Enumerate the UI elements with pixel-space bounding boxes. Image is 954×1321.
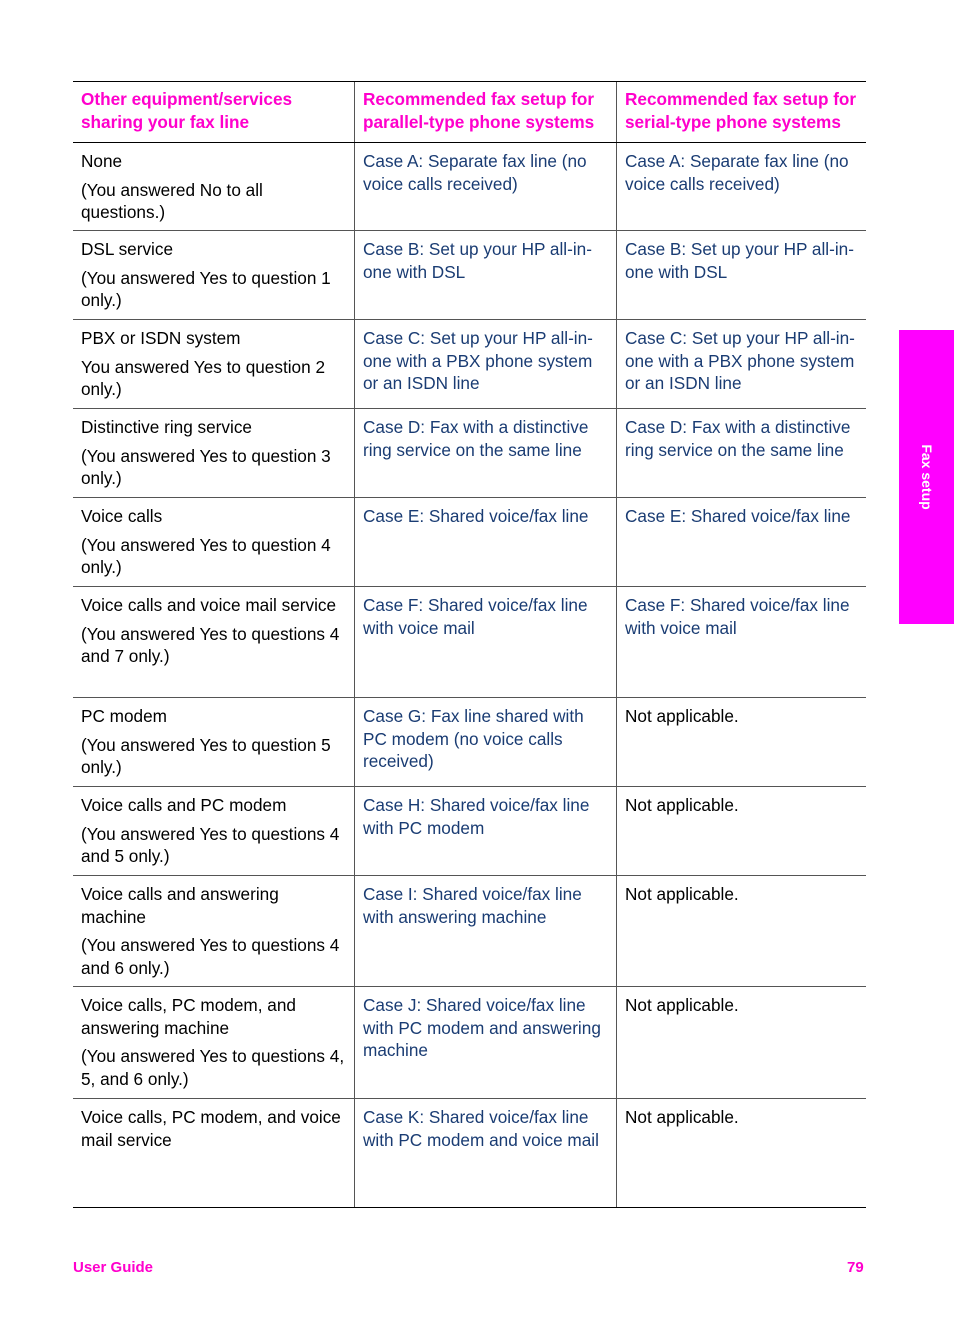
serial-setup-link[interactable]: Case A: Separate fax line (no voice calls received): [625, 151, 849, 194]
answer-note: (You answered Yes to questions 4 and 6 only.): [81, 935, 340, 978]
equipment-cell: [73, 231, 355, 319]
parallel-setup-link[interactable]: Case D: Fax with a distinctive ring service on the same line: [355, 409, 617, 497]
parallel-setup-link[interactable]: Case C: Set up your HP all-in-one with a PBX phone system or an ISDN line: [355, 320, 617, 408]
table-header-row: [73, 82, 866, 143]
equipment-name: Voice calls, PC modem, and voice mail service: [81, 1107, 341, 1150]
side-tab-label: Fax setup: [918, 444, 935, 510]
equipment-name: Voice calls and voice mail service: [81, 595, 337, 615]
table-row: [73, 1098, 866, 1207]
table-row: [73, 586, 866, 697]
footer-guide-title: User Guide: [73, 1259, 154, 1276]
answer-note: (You answered Yes to question 1 only.): [81, 267, 331, 310]
parallel-setup-link[interactable]: Case A: Separate fax line (no voice calls received): [355, 143, 617, 230]
equipment-cell: [73, 320, 355, 408]
table-row: [73, 875, 866, 986]
serial-setup-text: Not applicable.: [625, 706, 739, 726]
serial-setup-link[interactable]: Case C: Set up your HP all-in-one with a PBX phone system or an ISDN line: [625, 328, 855, 393]
serial-setup-text: Not applicable.: [625, 995, 739, 1015]
answer-note: (You answered Yes to questions 4, 5, and 6 only.): [81, 1046, 345, 1089]
equipment-name: Voice calls, PC modem, and answering machine: [81, 995, 296, 1038]
table-row: [73, 986, 866, 1098]
answer-note: (You answered Yes to question 5 only.): [81, 734, 331, 777]
serial-setup-link[interactable]: Case B: Set up your HP all-in-one with DSL: [625, 239, 854, 282]
page-number: 79: [847, 1259, 864, 1276]
header-equipment: Other equipment/services sharing your fax line: [73, 82, 355, 142]
serial-setup-text: Not applicable.: [625, 1107, 739, 1127]
header-parallel: Recommended fax setup for parallel-type phone systems: [355, 82, 617, 142]
answer-note: (You answered Yes to questions 4 and 5 only.): [81, 823, 340, 866]
answer-note: (You answered Yes to question 4 only.): [81, 534, 331, 577]
equipment-cell: [73, 987, 355, 1098]
serial-setup-text: Not applicable.: [625, 795, 739, 815]
parallel-setup-link[interactable]: Case K: Shared voice/fax line with PC modem and voice mail: [355, 1099, 617, 1207]
header-serial: Recommended fax setup for serial-type phone systems: [625, 89, 857, 132]
equipment-name: Distinctive ring service: [81, 417, 252, 437]
table-row: [73, 408, 866, 497]
equipment-name: Voice calls and answering machine: [81, 884, 279, 927]
parallel-setup-link[interactable]: Case H: Shared voice/fax line with PC modem: [355, 787, 617, 875]
chapter-side-tab: [899, 330, 954, 624]
table-row: [73, 319, 866, 408]
equipment-name: Voice calls and PC modem: [81, 795, 287, 815]
equipment-cell: [73, 1099, 355, 1207]
equipment-cell: [73, 409, 355, 497]
equipment-name: PC modem: [81, 706, 167, 726]
parallel-setup-link[interactable]: Case J: Shared voice/fax line with PC modem and answering machine: [355, 987, 617, 1098]
answer-note: (You answered Yes to questions 4 and 7 only.): [81, 623, 340, 666]
equipment-name: None: [81, 151, 123, 171]
equipment-name: PBX or ISDN system: [81, 328, 241, 348]
fax-setup-table: [73, 81, 866, 1208]
table-row: [73, 497, 866, 586]
table-row: [73, 230, 866, 319]
parallel-setup-link[interactable]: Case B: Set up your HP all-in-one with DSL: [355, 231, 617, 319]
parallel-setup-link[interactable]: Case G: Fax line shared with PC modem (no voice calls received): [355, 698, 617, 786]
equipment-cell: [73, 787, 355, 875]
serial-setup-link[interactable]: Case E: Shared voice/fax line: [625, 506, 851, 526]
equipment-cell: [73, 876, 355, 986]
equipment-name: Voice calls: [81, 506, 163, 526]
equipment-cell: [73, 698, 355, 786]
parallel-setup-link[interactable]: Case I: Shared voice/fax line with answering machine: [355, 876, 617, 986]
table-row: [73, 697, 866, 786]
equipment-cell: [73, 587, 355, 697]
serial-setup-text: Not applicable.: [625, 884, 739, 904]
equipment-cell: [73, 498, 355, 586]
serial-setup-link[interactable]: Case D: Fax with a distinctive ring service on the same line: [625, 417, 851, 460]
table-row: [73, 143, 866, 230]
answer-note: You answered Yes to question 2 only.): [81, 356, 326, 399]
parallel-setup-link[interactable]: Case E: Shared voice/fax line: [355, 498, 617, 586]
serial-setup-link[interactable]: Case F: Shared voice/fax line with voice mail: [625, 595, 850, 638]
equipment-name: DSL service: [81, 239, 174, 259]
answer-note: (You answered No to all questions.): [81, 179, 263, 222]
answer-note: (You answered Yes to question 3 only.): [81, 445, 331, 488]
table-row: [73, 786, 866, 875]
parallel-setup-link[interactable]: Case F: Shared voice/fax line with voice mail: [355, 587, 617, 697]
equipment-cell: [73, 143, 355, 230]
